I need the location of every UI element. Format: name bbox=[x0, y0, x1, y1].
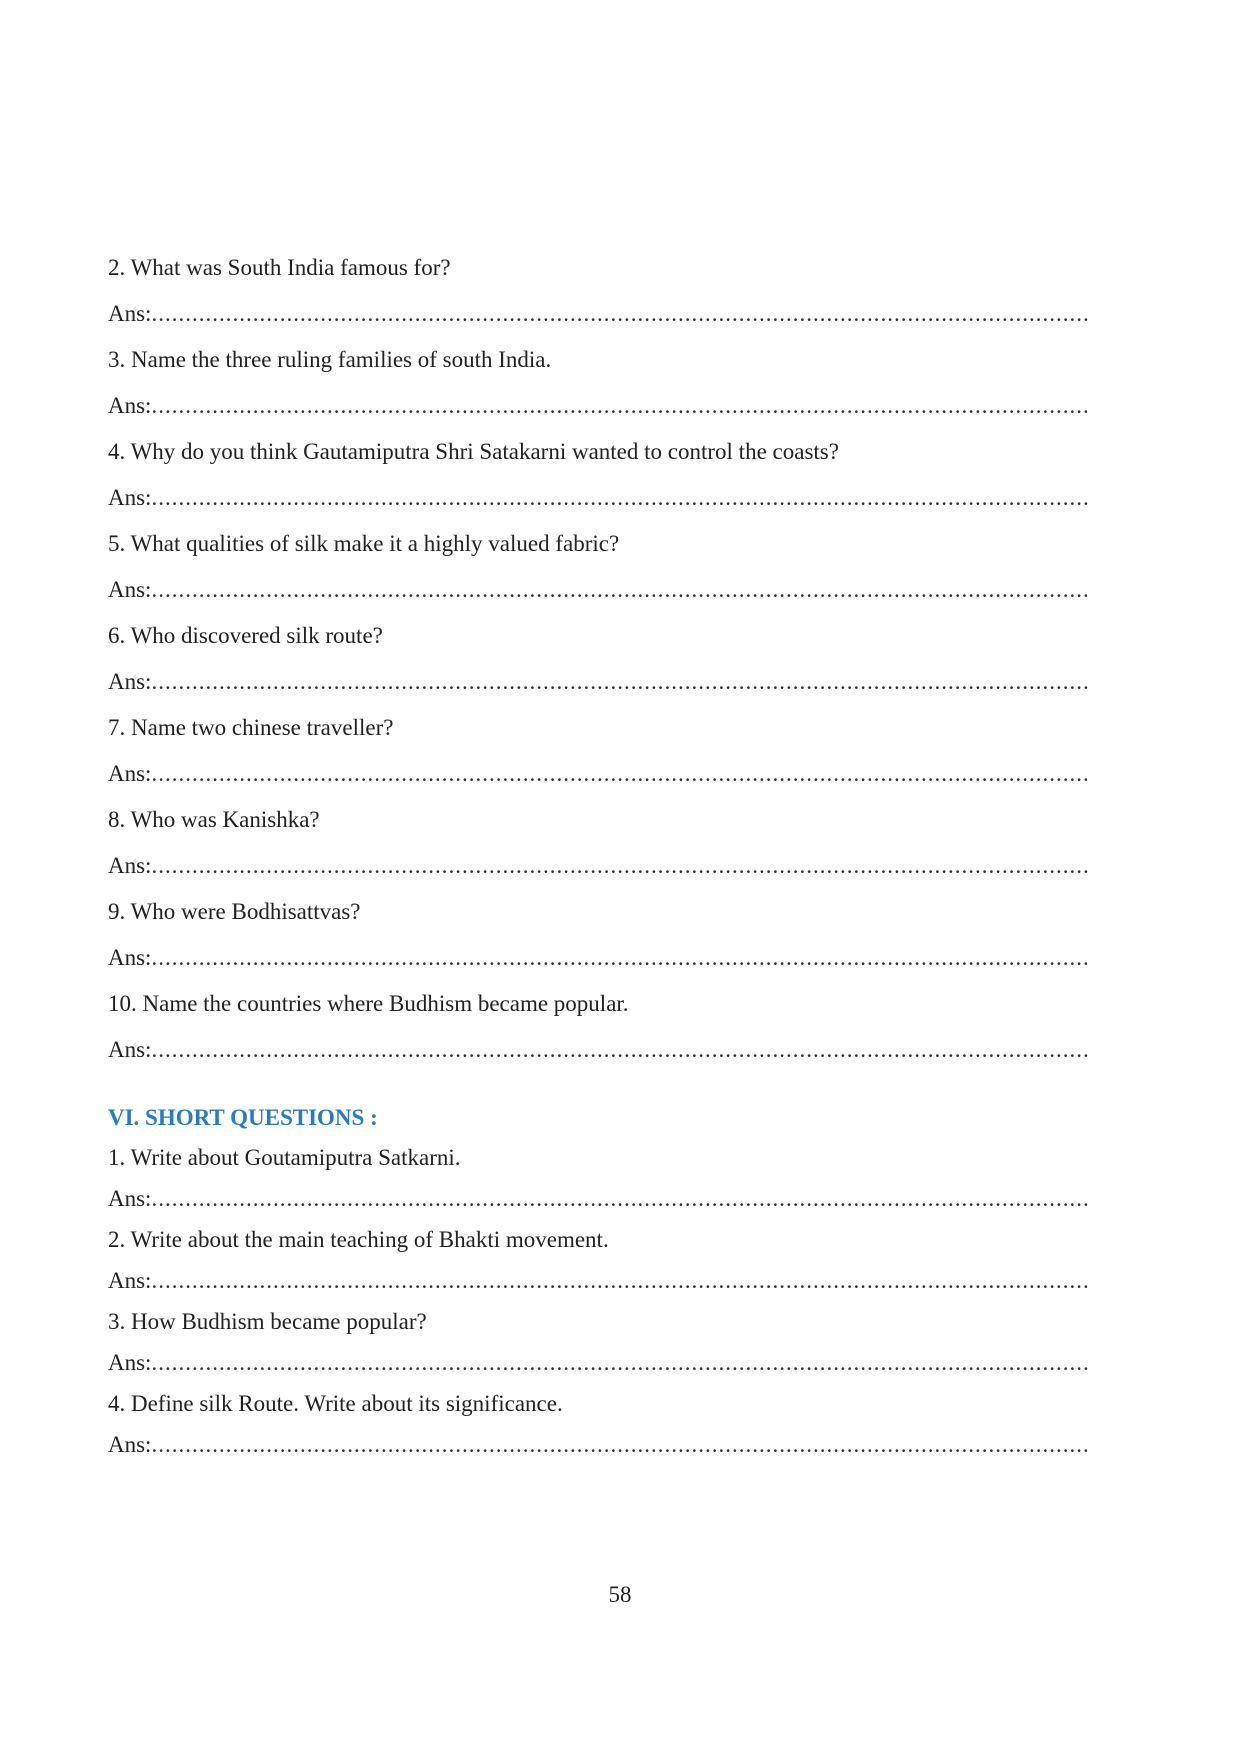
page-number: 58 bbox=[608, 1582, 632, 1607]
answer-line bbox=[108, 567, 1088, 613]
answer-line bbox=[108, 291, 1088, 337]
answer-line bbox=[108, 843, 1088, 889]
answer-label: Ans: bbox=[108, 1432, 152, 1457]
answer-line bbox=[108, 475, 1088, 521]
answer-label: Ans: bbox=[108, 485, 152, 510]
answer-line bbox=[108, 1027, 1088, 1073]
question-list bbox=[108, 245, 1088, 1073]
answer-label: Ans: bbox=[108, 1350, 152, 1375]
question-text: 4. Why do you think Gautamiputra Shri Satakarni wanted to control the coasts? bbox=[108, 439, 839, 464]
answer-label: Ans: bbox=[108, 669, 152, 694]
dotted-line bbox=[151, 659, 1088, 705]
page-content bbox=[108, 245, 1088, 1465]
answer-line bbox=[108, 659, 1088, 705]
question-text: 4. Define silk Route. Write about its significance. bbox=[108, 1391, 563, 1416]
dotted-line bbox=[151, 751, 1088, 797]
question-text: 1. Write about Goutamiputra Satkarni. bbox=[108, 1145, 461, 1170]
dotted-line bbox=[151, 291, 1088, 337]
question-text: 7. Name two chinese traveller? bbox=[108, 715, 394, 740]
answer-label: Ans: bbox=[108, 577, 152, 602]
dotted-line bbox=[151, 1260, 1088, 1301]
answer-label: Ans: bbox=[108, 853, 152, 878]
answer-label: Ans: bbox=[108, 1268, 152, 1293]
dotted-line bbox=[151, 1342, 1088, 1383]
answer-line bbox=[108, 935, 1088, 981]
answer-line bbox=[108, 751, 1088, 797]
answer-line bbox=[108, 1260, 1088, 1301]
dotted-line bbox=[151, 1178, 1088, 1219]
question-text: 2. Write about the main teaching of Bhakti movement. bbox=[108, 1227, 609, 1252]
dotted-line bbox=[151, 1027, 1088, 1073]
question-text: 6. Who discovered silk route? bbox=[108, 623, 383, 648]
dotted-line bbox=[151, 935, 1088, 981]
dotted-line bbox=[151, 475, 1088, 521]
question-text: 10. Name the countries where Budhism became popular. bbox=[108, 991, 629, 1016]
answer-line bbox=[108, 383, 1088, 429]
question-text: 3. Name the three ruling families of south India. bbox=[108, 347, 552, 372]
answer-line bbox=[108, 1178, 1088, 1219]
question-text: 3. How Budhism became popular? bbox=[108, 1309, 427, 1334]
question-text: 5. What qualities of silk make it a highly valued fabric? bbox=[108, 531, 620, 556]
section-title: VI. SHORT QUESTIONS : bbox=[108, 1105, 378, 1130]
answer-label: Ans: bbox=[108, 393, 152, 418]
question-text: 8. Who was Kanishka? bbox=[108, 807, 320, 832]
answer-line bbox=[108, 1342, 1088, 1383]
dotted-line bbox=[151, 1424, 1088, 1465]
answer-label: Ans: bbox=[108, 1037, 152, 1062]
dotted-line bbox=[151, 843, 1088, 889]
dotted-line bbox=[151, 567, 1088, 613]
dotted-line bbox=[151, 383, 1088, 429]
question-text: 2. What was South India famous for? bbox=[108, 255, 451, 280]
answer-label: Ans: bbox=[108, 1186, 152, 1211]
answer-label: Ans: bbox=[108, 761, 152, 786]
answer-line bbox=[108, 1424, 1088, 1465]
answer-label: Ans: bbox=[108, 945, 152, 970]
short-question-list bbox=[108, 1137, 1088, 1465]
question-text: 9. Who were Bodhisattvas? bbox=[108, 899, 361, 924]
answer-label: Ans: bbox=[108, 301, 152, 326]
